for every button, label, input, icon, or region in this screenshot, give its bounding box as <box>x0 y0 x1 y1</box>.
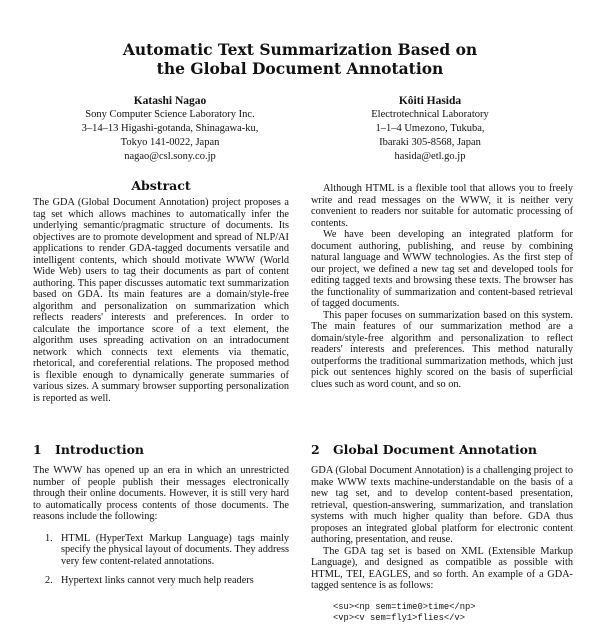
body-paragraph: Although HTML is a flexible tool that allows you to freely write and read messages on the WWW, it is neither very convenient to readers nor suitable for automatic processing of contents. <box>311 183 573 229</box>
body-paragraph: We have been developing an integrated platform for document authoring, publishing, and reuse by combining natural language and WWW technologies. As the first step of our project, we defined a new tag set and developed tools for editing tagged texts and browsing these texts. The browser has the functionality of summarization and content-based retrieval of tagged documents. <box>311 229 573 309</box>
intro-paragraph: The WWW has opened up an era in which an unrestricted number of people publish their messages electronically through their online documents. However, it is still very hard to automatically process contents of those documents. The reasons include the following: <box>33 465 289 522</box>
author-block-2 <box>300 94 560 164</box>
list-text: Hypertext links cannot very much help readers <box>61 575 254 586</box>
list-text: HTML (HyperText Markup Language) tags mainly specify the physical layout of documents. They address very few content-related annotations. <box>61 532 289 567</box>
author-address: Tokyo 141-0022, Japan <box>120 137 220 148</box>
section-title: Global Document Annotation <box>333 442 538 457</box>
list-number: 2. <box>45 575 53 586</box>
author-affiliation: Sony Computer Science Laboratory Inc. <box>85 109 255 120</box>
list-number: 1. <box>45 532 53 544</box>
section-1-body <box>33 465 289 595</box>
section-2-heading <box>311 444 573 456</box>
author-block-1 <box>40 94 300 164</box>
code-line: <su><np sem=time0>time</np> <box>333 601 476 612</box>
author-email: hasida@etl.go.jp <box>394 151 466 162</box>
author-address: Ibaraki 305-8568, Japan <box>379 137 481 148</box>
author-address: 1–1–4 Umezono, Tukuba, <box>375 123 485 134</box>
body-paragraph: The GDA tag set is based on XML (Extensible Markup Language), and designed as compatible as possible with HTML, TEI, EAGLES, and so forth. An example of a GDA-tagged sentence is as follows: <box>311 545 573 591</box>
code-line: <vp><v sem=fly1>flies</v> <box>333 612 465 623</box>
list-item <box>33 575 289 587</box>
author-email: nagao@csl.sony.co.jp <box>124 151 216 162</box>
abstract-paragraph: The GDA (Global Document Annotation) project proposes a tag set which allows machines to automatically infer the underlying semantic/pragmatic structure of documents. Its objectives are to promote development and spread of NLP/AI applications to render GDA-tagged documents versatile and intelligent contents, which should motivate WWW (World Wide Web) users to tag their documents as part of content authoring. This paper discusses automatic text summarization based on GDA. Its main features are a domain/style-free algorithm and personalization on summarization which reflects readers' interests and preferences. In order to calculate the importance score of a text element, the algorithm uses spreading activation on an intradocument network which connects text elements via thematic, rhetorical, and coreferential relations. The proposed method is flexible enough to dynamically generate summaries of various sizes. A summary browser supporting personalization is reported as well. <box>33 197 289 404</box>
author-name: Kôiti Hasida <box>398 95 462 107</box>
abstract-text <box>33 197 289 404</box>
section-1-heading <box>33 444 289 456</box>
section-number: 2 <box>311 442 320 457</box>
section-title: Introduction <box>55 442 145 457</box>
list-item <box>33 533 289 568</box>
title-line-1: Automatic Text Summarization Based on <box>122 40 478 59</box>
author-name: Katashi Nagao <box>133 95 207 107</box>
body-paragraph: GDA (Global Document Annotation) is a challenging project to make WWW texts machine-understandable on the basis of a new tag set, and to develop content-based presentation, retrieval, question-answering, summarization, and translation systems with much higher quality than before. GDA thus proposes an integrated global platform for electronic content authoring, presentation, and reuse. <box>311 465 573 545</box>
section-number: 1 <box>33 442 42 457</box>
right-column-intro <box>311 183 573 390</box>
reasons-list <box>33 533 289 587</box>
title-line-2: the Global Document Annotation <box>156 59 444 78</box>
code-example <box>311 602 573 624</box>
body-paragraph: This paper focuses on summarization based on this system. The main features of our summarization method are a domain/style-free algorithm and personalization to reflect readers' interests and preferences. This method naturally outperforms the traditional summarization methods, which just pick out sentences highly scored on the basis of superficial clues such as word count, and so on. <box>311 309 573 390</box>
abstract-heading: Abstract <box>131 178 191 193</box>
author-affiliation: Electrotechnical Laboratory <box>371 109 489 120</box>
author-address: 3–14–13 Higashi-gotanda, Shinagawa-ku, <box>81 123 259 134</box>
paper-title <box>0 40 600 78</box>
